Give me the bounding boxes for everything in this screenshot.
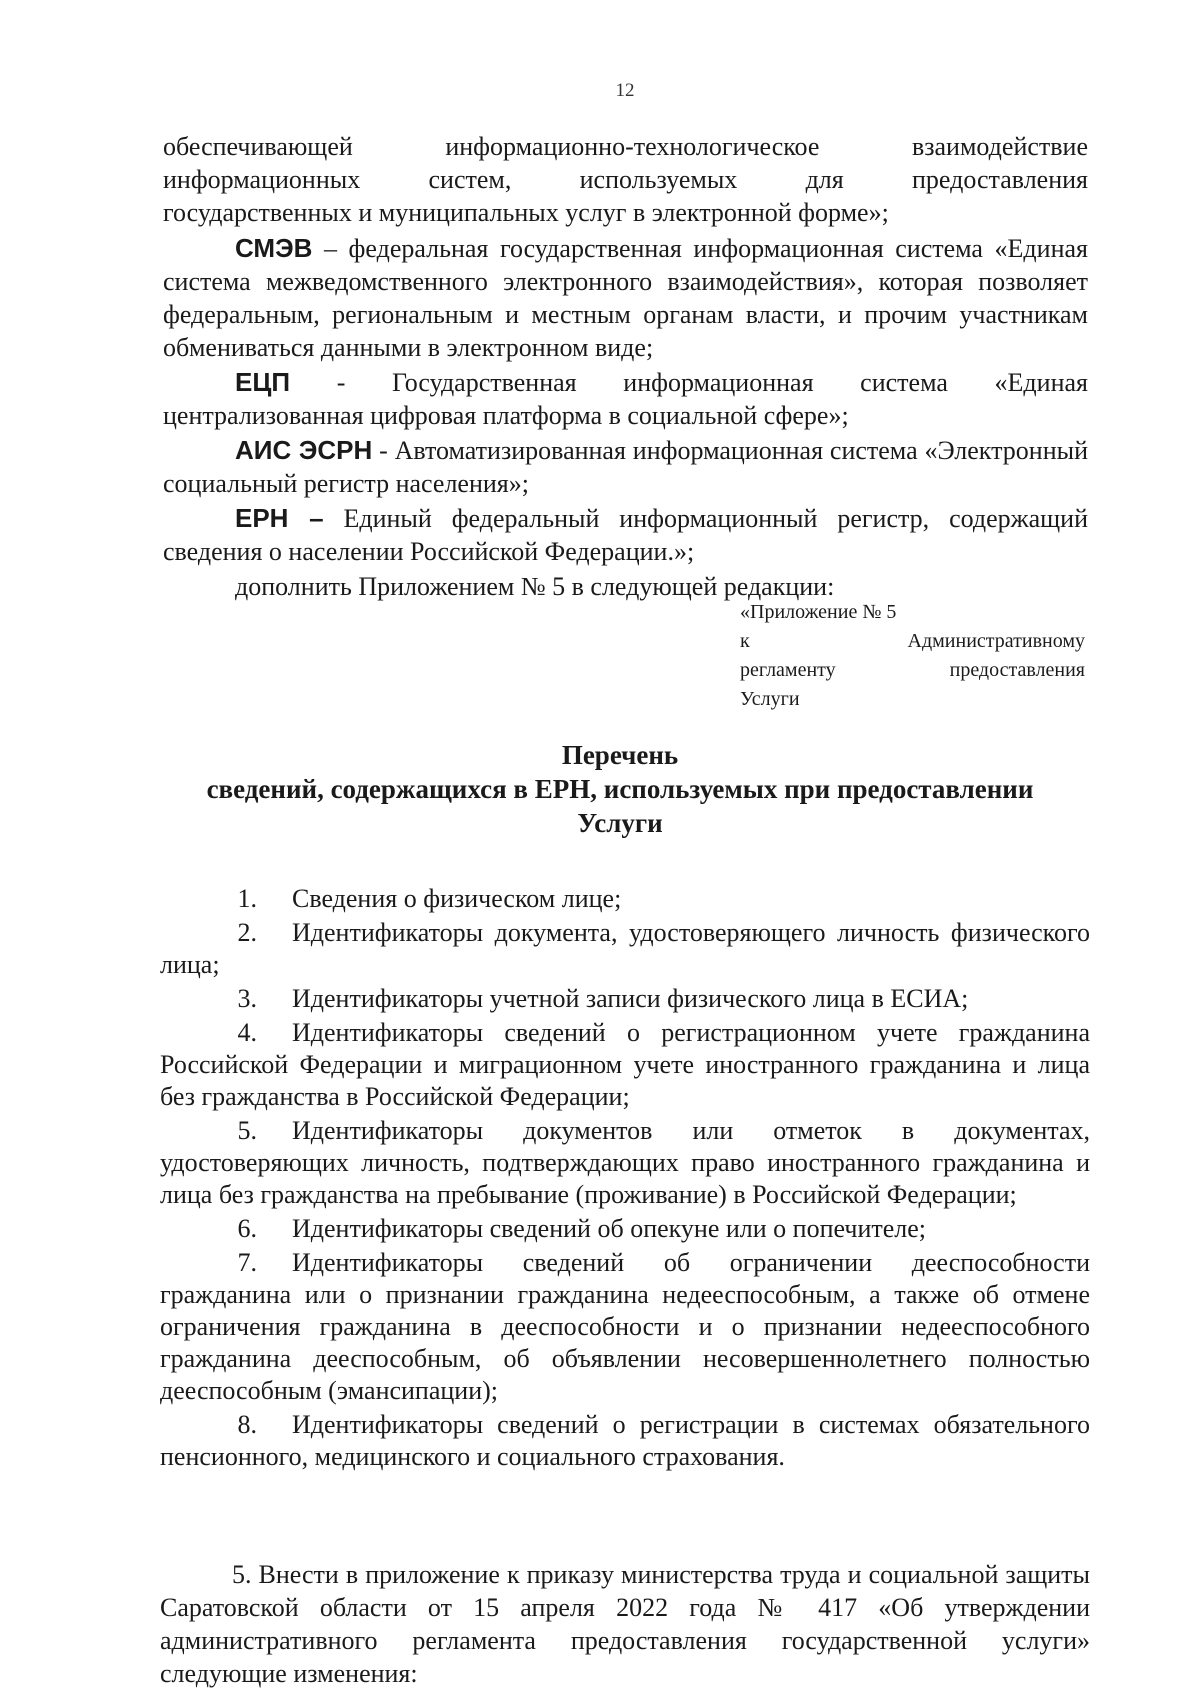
- term: АИС ЭСРН: [235, 435, 373, 465]
- list-number: 1.: [237, 884, 257, 913]
- list-item: [160, 1017, 1090, 1113]
- list-text: Идентификаторы документа, удостоверяющего личность физического лица;: [160, 918, 1090, 979]
- definition-ecp: [163, 366, 1088, 432]
- list-text: Идентификаторы сведений о регистрационном учете гражданина Российской Федерации и миграционном учете иностранного гражданина и лица без гражданства в Российской Федерации;: [160, 1018, 1090, 1111]
- definition-text: Единый федеральный информационный регистр, содержащий сведения о населении Российской Федерации.»;: [163, 504, 1088, 566]
- appendix-line: Услуги: [740, 688, 800, 710]
- intro-line: обеспечивающей информационно-технологическое взаимодействие: [163, 132, 1088, 161]
- list-item: [160, 983, 1090, 1015]
- document-title: [130, 738, 1110, 840]
- list-text: Сведения о физическом лице;: [292, 884, 622, 913]
- list-number: 5.: [237, 1116, 257, 1145]
- list-item: [160, 1213, 1090, 1245]
- numbered-list: [160, 883, 1090, 1475]
- list-item: [160, 1115, 1090, 1211]
- list-item: [160, 1247, 1090, 1407]
- definition-text: - Автоматизированная информационная система «Электронный социальный регистр населения»;: [163, 436, 1088, 498]
- list-item: [160, 917, 1090, 981]
- list-text: Идентификаторы учетной записи физического лица в ЕСИА;: [292, 984, 969, 1013]
- intro-line: информационных систем, используемых для предоставления: [163, 165, 1088, 194]
- list-number: 8.: [237, 1410, 257, 1439]
- definition-ais-esrn: [163, 434, 1088, 500]
- list-text: Идентификаторы сведений о регистрации в системах обязательного пенсионного, медицинского и социального страхования.: [160, 1410, 1090, 1471]
- intro-line: государственных и муниципальных услуг в электронной форме»;: [163, 198, 889, 227]
- definition-text: – федеральная государственная информационная система «Единая система межведомственного электронного взаимодействия», которая позволяет федеральным, региональным и местным органам власти, и прочим участникам обмениваться данными в электронном виде;: [163, 234, 1088, 362]
- list-text: Идентификаторы документов или отметок в документах, удостоверяющих личность, подтверждающих право иностранного гражданина и лица без гражданства на пребывание (проживание) в Российской Федерации;: [160, 1116, 1090, 1209]
- term: ЕРН –: [235, 503, 324, 533]
- definition-text: - Государственная информационная система «Единая централизованная цифровая платформа в социальной сфере»;: [163, 368, 1088, 430]
- title-line: Услуги: [577, 808, 663, 838]
- list-number: 3.: [237, 984, 257, 1013]
- list-number: 6.: [237, 1214, 257, 1243]
- definition-smev: [163, 232, 1088, 364]
- list-number: 2.: [237, 918, 257, 947]
- tail-paragraph: [160, 1558, 1090, 1690]
- term: СМЭВ: [235, 233, 313, 263]
- list-number: 4.: [237, 1018, 257, 1047]
- term: ЕЦП: [235, 367, 291, 397]
- definitions-block: [163, 232, 1088, 603]
- list-number: 7.: [237, 1248, 257, 1277]
- list-text: Идентификаторы сведений об опекуне или о попечителе;: [292, 1214, 927, 1243]
- title-line: Перечень: [561, 740, 679, 770]
- supplement-line: дополнить Приложением № 5 в следующей редакции:: [235, 572, 835, 601]
- appendix-line: к Административному: [740, 630, 1085, 652]
- title-line: сведений, содержащихся в ЕРН, используемых при предоставлении: [206, 774, 1034, 804]
- definition-ern: [163, 502, 1088, 568]
- list-item: [160, 1409, 1090, 1473]
- appendix-line: регламенту предоставления: [740, 659, 1085, 681]
- page-number: 12: [615, 80, 635, 101]
- list-text: Идентификаторы сведений об ограничении дееспособности гражданина или о признании гражданина недееспособным, а также об отмене ограничения гражданина в дееспособности и о признании недееспособного гражданина дееспособным, об объявлении несовершеннолетнего полностью дееспособным (эмансипации);: [160, 1248, 1090, 1405]
- appendix-header: [740, 598, 1085, 714]
- intro-paragraph: [163, 130, 1088, 229]
- tail-text: 5. Внести в приложение к приказу министерства труда и социальной защиты Саратовской области от 15 апреля 2022 года № 417 «Об утверждении административного регламента предоставления государственной услуги» следующие изменения:: [160, 1560, 1090, 1688]
- appendix-line: «Приложение № 5: [740, 601, 897, 623]
- list-item: [160, 883, 1090, 915]
